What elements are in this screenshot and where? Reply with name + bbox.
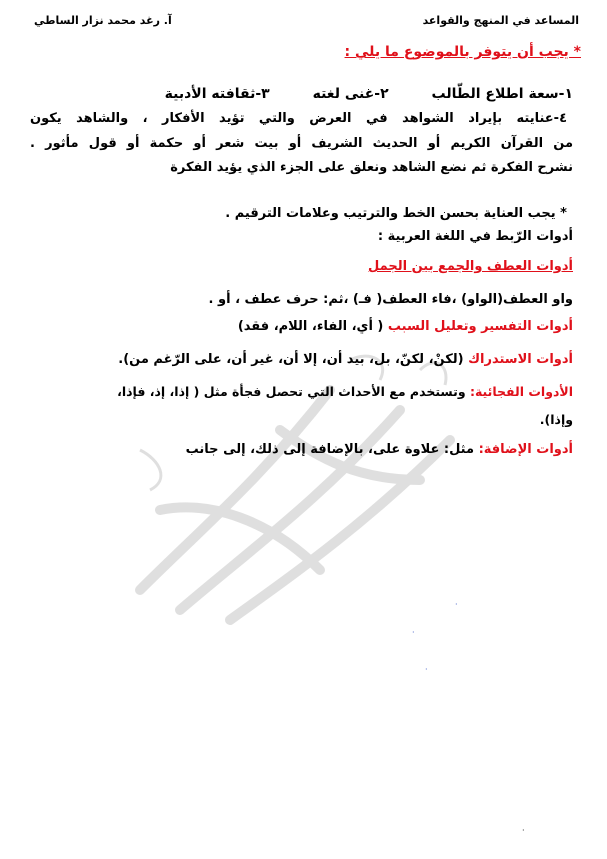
surprise-tools-text-continued: وإذا). [539,412,573,427]
requirements-row [30,86,573,103]
conjunction-tools-title: أدوات العطف والجمع بين الجمل [368,259,573,274]
exception-tools-row [30,352,573,368]
header-teacher-name: آ. رغد محمد نزار الساطي [34,14,172,27]
signature-watermark [120,330,480,630]
explanation-tools-text: ( أي، الفاء، اللام، فقد) [237,319,384,334]
header-course-title: المساعد في المنهج والقواعد [422,14,579,27]
requirement-language: ٢-غنى لغته [312,86,389,102]
stray-mark: · [412,628,415,637]
surprise-tools-text: وتستخدم مع الأحداث التي تحصل فجأة مثل ( إذا، إذ، فإذا، [117,384,466,399]
addition-tools-row [30,442,573,458]
explanation-tools-row [30,319,573,335]
requirement-evidence-line-1: ٤-عنايته بإيراد الشواهد في العرض والتي تؤيد الأفكار ، والشاهد يكون [30,111,567,126]
addition-tools-text: مثل: علاوة على، بالإضافة إلى ذلك، إلى جانب [185,442,475,457]
exception-tools-title: أدوات الاستدراك [468,352,573,367]
conjunction-tools-text: واو العطف(الواو) ،فاء العطف( فـ) ،ثم: حرف عطف ، أو . [208,292,573,307]
care-note: * يجب العناية بحسن الخط والترتيب وعلامات الترقيم . [225,206,567,221]
surprise-tools-title: الأدوات الفجائية: [469,384,573,399]
stray-mark: · [455,600,458,609]
surprise-tools-row [30,384,573,399]
addition-tools-title: أدوات الإضافة: [478,442,573,457]
requirement-culture: ٣-ثقافته الأدبية [164,86,270,102]
explanation-tools-title: أدوات التفسير وتعليل السبب [387,319,573,334]
stray-mark: · [522,826,525,835]
requirement-reading: ١-سعة اطلاع الطّالب [431,86,573,102]
requirement-evidence-line-2: من القرآن الكريم أو الحديث الشريف أو بيت شعر أو حكمة أو قول مأثور . [30,136,573,151]
linking-tools-title: أدوات الرّبط في اللغة العربية : [377,229,573,244]
exception-tools-text: (لكنْ، لكنّ، بل، بيد أن، إلا أن، غير أن، على الرّغم من). [118,352,464,367]
requirement-evidence-line-3: نشرح الفكرة ثم نضع الشاهد ونعلق على الجزء الذي يؤيد الفكرة [170,160,573,175]
intro-heading: * يجب أن يتوفر بالموضوع ما يلي : [344,44,581,60]
stray-mark: · [425,665,428,674]
